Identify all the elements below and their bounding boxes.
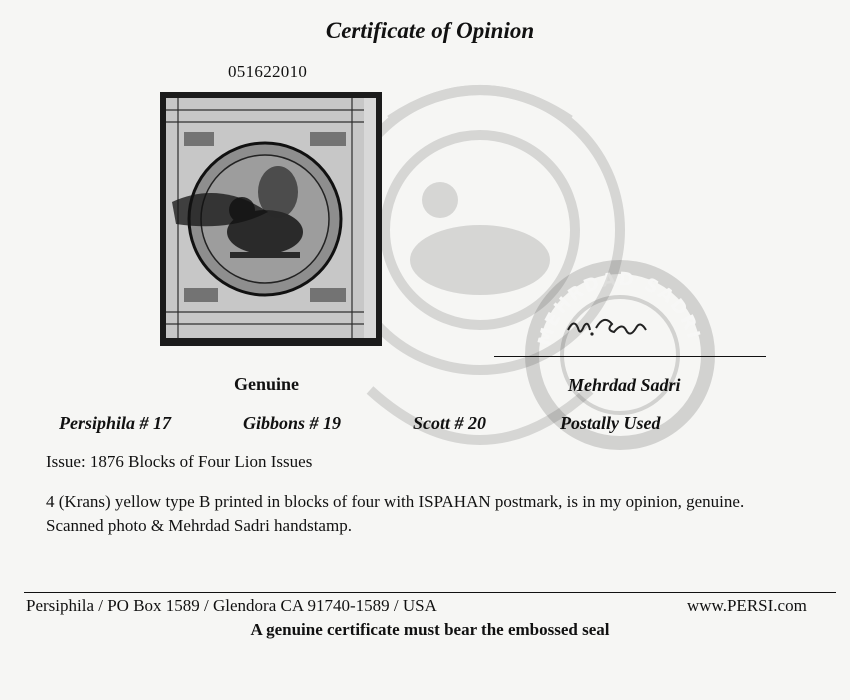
footer-website[interactable]: www.PERSI.com (687, 596, 807, 615)
catalog-scott: Scott # 20 (413, 413, 487, 433)
signature (560, 300, 670, 350)
usage-status: Postally Used (560, 413, 661, 433)
footer-address: Persiphila / PO Box 1589 / Glendora CA 91740-1589 / USA (26, 596, 437, 615)
issue-line: Issue: 1876 Blocks of Four Lion Issues (46, 452, 313, 471)
seal-text: MEHRDAD SADRI (534, 268, 705, 349)
signer-name: Mehrdad Sadri (568, 375, 681, 395)
signature-line (494, 356, 766, 357)
catalog-gibbons: Gibbons # 19 (243, 413, 342, 433)
catalog-persiphila: Persiphila # 17 (59, 413, 172, 433)
certificate-number: 051622010 (228, 62, 308, 81)
certificate-title: Certificate of Opinion (325, 18, 535, 43)
footer-divider (24, 592, 836, 593)
verdict-genuine: Genuine (234, 374, 300, 394)
stamp-photo (160, 92, 382, 346)
footer-note: A genuine certificate must bear the embossed seal (250, 620, 610, 639)
description: 4 (Krans) yellow type B printed in blocks of four with ISPAHAN postmark, is in my opinion, genuine. Scanned photo & Mehrdad Sadri handstamp. (46, 492, 745, 535)
